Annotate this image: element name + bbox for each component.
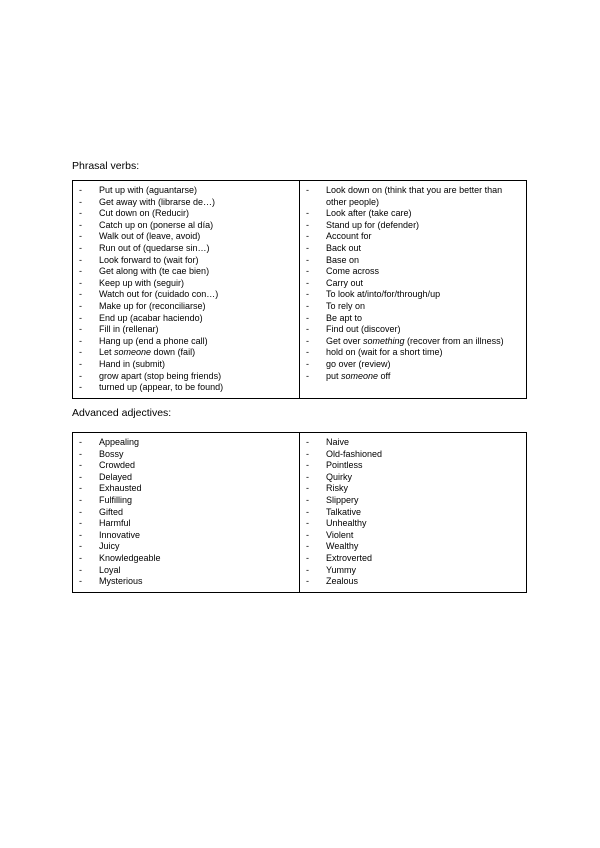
item-text: Cut down on (Reducir) bbox=[99, 208, 190, 219]
item-text: Hang up (end a phone call) bbox=[99, 335, 208, 346]
bullet-dash: - bbox=[306, 370, 309, 381]
item-text: Bossy bbox=[99, 448, 124, 459]
list-item bbox=[306, 359, 522, 371]
list-item bbox=[306, 243, 522, 255]
phrasal-verbs-heading: Phrasal verbs: bbox=[72, 160, 140, 172]
item-text: Quirky bbox=[326, 471, 353, 482]
item-text: Crowded bbox=[99, 460, 136, 471]
item-text: Watch out for (cuidado con…) bbox=[99, 289, 219, 300]
bullet-dash: - bbox=[79, 347, 82, 358]
item-text: Look forward to (wait for) bbox=[99, 254, 199, 265]
list-item bbox=[306, 301, 522, 313]
bullet-dash: - bbox=[306, 483, 309, 494]
item-text: Get along with (te cae bien) bbox=[99, 266, 210, 277]
item-text: To look at/into/for/through/up bbox=[326, 289, 441, 300]
item-text: Extroverted bbox=[326, 552, 373, 563]
item-text: Make up for (reconciliarse) bbox=[99, 300, 206, 311]
item-text: Hand in (submit) bbox=[99, 358, 166, 369]
item-text: off bbox=[378, 370, 391, 381]
bullet-dash: - bbox=[79, 518, 82, 529]
item-text: Innovative bbox=[99, 529, 141, 540]
bullet-dash: - bbox=[306, 185, 309, 195]
bullet-dash: - bbox=[79, 300, 82, 311]
item-text: Base on bbox=[326, 254, 360, 265]
item-text: Catch up on (ponerse al día) bbox=[99, 219, 214, 230]
bullet-dash: - bbox=[79, 196, 82, 207]
list-item bbox=[306, 220, 522, 232]
item-text: down (fail) bbox=[151, 347, 196, 358]
item-text: Mysterious bbox=[99, 576, 143, 587]
bullet-dash: - bbox=[79, 254, 82, 265]
item-text: Walk out of (leave, avoid) bbox=[99, 231, 201, 242]
bullet-dash: - bbox=[306, 208, 309, 219]
item-text: Delayed bbox=[99, 471, 133, 482]
bullet-dash: - bbox=[306, 529, 309, 540]
adjectives-right-list bbox=[306, 437, 522, 588]
list-item bbox=[306, 278, 522, 290]
item-text: Account for bbox=[326, 231, 372, 242]
advanced-adjectives-table bbox=[72, 432, 527, 593]
item-text: Naive bbox=[326, 437, 350, 447]
list-item bbox=[306, 518, 522, 530]
list-item bbox=[79, 301, 295, 313]
list-item bbox=[79, 197, 295, 209]
list-item bbox=[306, 336, 522, 348]
item-italic-text: someone bbox=[114, 347, 152, 358]
bullet-dash: - bbox=[306, 460, 309, 471]
list-item bbox=[79, 530, 295, 542]
list-item bbox=[79, 243, 295, 255]
item-text: Fill in (rellenar) bbox=[99, 324, 159, 335]
item-text: Stand up for (defender) bbox=[326, 219, 420, 230]
item-text: Look down on (think that you are better than other people) bbox=[326, 185, 503, 207]
bullet-dash: - bbox=[306, 324, 309, 335]
bullet-dash: - bbox=[306, 335, 309, 346]
item-text: Harmful bbox=[99, 518, 131, 529]
bullet-dash: - bbox=[306, 518, 309, 529]
list-item bbox=[306, 347, 522, 359]
phrasal-verbs-right-list bbox=[306, 185, 522, 382]
bullet-dash: - bbox=[79, 219, 82, 230]
bullet-dash: - bbox=[79, 358, 82, 369]
list-item bbox=[79, 336, 295, 348]
item-text: Gifted bbox=[99, 506, 124, 517]
list-item bbox=[306, 255, 522, 267]
phrasal-verbs-left-list bbox=[79, 185, 295, 394]
bullet-dash: - bbox=[306, 448, 309, 459]
list-item bbox=[79, 324, 295, 336]
list-item bbox=[79, 449, 295, 461]
item-text: go over (review) bbox=[326, 358, 391, 369]
bullet-dash: - bbox=[79, 448, 82, 459]
bullet-dash: - bbox=[306, 506, 309, 517]
item-text: Wealthy bbox=[326, 541, 359, 552]
list-item bbox=[79, 208, 295, 220]
list-item bbox=[79, 565, 295, 577]
list-item bbox=[79, 289, 295, 301]
list-item bbox=[306, 289, 522, 301]
bullet-dash: - bbox=[306, 471, 309, 482]
bullet-dash: - bbox=[306, 541, 309, 552]
bullet-dash: - bbox=[306, 347, 309, 358]
item-text: hold on (wait for a short time) bbox=[326, 347, 443, 358]
list-item bbox=[79, 576, 295, 588]
list-item bbox=[306, 576, 522, 588]
item-text: turned up (appear, to be found) bbox=[99, 382, 224, 393]
advanced-adjectives-heading: Advanced adjectives: bbox=[72, 407, 172, 419]
list-item bbox=[79, 437, 295, 449]
adjectives-right-column bbox=[300, 433, 527, 593]
bullet-dash: - bbox=[306, 494, 309, 505]
item-text: Pointless bbox=[326, 460, 363, 471]
list-item bbox=[306, 185, 522, 208]
bullet-dash: - bbox=[79, 231, 82, 242]
bullet-dash: - bbox=[306, 358, 309, 369]
bullet-dash: - bbox=[79, 564, 82, 575]
bullet-dash: - bbox=[79, 552, 82, 563]
list-item bbox=[306, 460, 522, 472]
bullet-dash: - bbox=[79, 494, 82, 505]
list-item bbox=[306, 495, 522, 507]
bullet-dash: - bbox=[306, 219, 309, 230]
bullet-dash: - bbox=[306, 231, 309, 242]
item-text: Put up with (aguantarse) bbox=[99, 185, 198, 195]
adjectives-left-list bbox=[79, 437, 295, 588]
item-text: Knowledgeable bbox=[99, 552, 161, 563]
list-item bbox=[79, 553, 295, 565]
bullet-dash: - bbox=[79, 506, 82, 517]
list-item bbox=[79, 185, 295, 197]
item-text: End up (acabar haciendo) bbox=[99, 312, 203, 323]
item-italic-text: someone bbox=[341, 370, 379, 381]
list-item bbox=[79, 347, 295, 359]
list-item bbox=[306, 530, 522, 542]
item-text: Violent bbox=[326, 529, 354, 540]
bullet-dash: - bbox=[79, 266, 82, 277]
bullet-dash: - bbox=[79, 242, 82, 253]
item-text: Be apt to bbox=[326, 312, 363, 323]
bullet-dash: - bbox=[306, 266, 309, 277]
bullet-dash: - bbox=[306, 277, 309, 288]
list-item bbox=[306, 231, 522, 243]
bullet-dash: - bbox=[79, 471, 82, 482]
list-item bbox=[306, 472, 522, 484]
item-text: Talkative bbox=[326, 506, 362, 517]
list-item bbox=[79, 313, 295, 325]
list-item bbox=[306, 507, 522, 519]
item-text: Look after (take care) bbox=[326, 208, 412, 219]
bullet-dash: - bbox=[79, 483, 82, 494]
bullet-dash: - bbox=[79, 541, 82, 552]
list-item bbox=[79, 460, 295, 472]
item-text: Unhealthy bbox=[326, 518, 367, 529]
item-text: Juicy bbox=[99, 541, 120, 552]
list-item bbox=[79, 472, 295, 484]
list-item bbox=[306, 313, 522, 325]
list-item bbox=[79, 518, 295, 530]
item-text: Find out (discover) bbox=[326, 324, 401, 335]
item-text: grow apart (stop being friends) bbox=[99, 370, 222, 381]
bullet-dash: - bbox=[306, 437, 309, 447]
item-text: Carry out bbox=[326, 277, 364, 288]
list-item bbox=[79, 220, 295, 232]
list-item bbox=[306, 553, 522, 565]
bullet-dash: - bbox=[79, 382, 82, 393]
list-item bbox=[79, 541, 295, 553]
bullet-dash: - bbox=[79, 576, 82, 587]
item-text: Exhausted bbox=[99, 483, 142, 494]
bullet-dash: - bbox=[306, 242, 309, 253]
list-item bbox=[306, 324, 522, 336]
list-item bbox=[79, 507, 295, 519]
bullet-dash: - bbox=[306, 300, 309, 311]
bullet-dash: - bbox=[306, 564, 309, 575]
item-text: Loyal bbox=[99, 564, 121, 575]
list-item bbox=[79, 483, 295, 495]
bullet-dash: - bbox=[306, 552, 309, 563]
bullet-dash: - bbox=[79, 437, 82, 447]
bullet-dash: - bbox=[79, 460, 82, 471]
adjectives-left-column bbox=[73, 433, 300, 593]
item-text: Zealous bbox=[326, 576, 359, 587]
list-item bbox=[306, 208, 522, 220]
item-text: Slippery bbox=[326, 494, 359, 505]
phrasal-verbs-left-column bbox=[73, 181, 300, 399]
item-text: Yummy bbox=[326, 564, 357, 575]
item-text: Back out bbox=[326, 242, 362, 253]
item-text: Keep up with (seguir) bbox=[99, 277, 185, 288]
list-item bbox=[306, 541, 522, 553]
item-text: Let bbox=[99, 347, 115, 358]
list-item bbox=[306, 437, 522, 449]
bullet-dash: - bbox=[306, 312, 309, 323]
item-italic-text: something bbox=[363, 335, 405, 346]
bullet-dash: - bbox=[79, 277, 82, 288]
bullet-dash: - bbox=[79, 185, 82, 195]
phrasal-verbs-right-column bbox=[300, 181, 527, 399]
item-text: Get away with (librarse de…) bbox=[99, 196, 216, 207]
item-text: To rely on bbox=[326, 300, 366, 311]
list-item bbox=[306, 449, 522, 461]
item-text: Risky bbox=[326, 483, 348, 494]
bullet-dash: - bbox=[306, 254, 309, 265]
bullet-dash: - bbox=[79, 370, 82, 381]
list-item bbox=[79, 266, 295, 278]
bullet-dash: - bbox=[79, 529, 82, 540]
bullet-dash: - bbox=[306, 576, 309, 587]
item-text: Come across bbox=[326, 266, 380, 277]
bullet-dash: - bbox=[79, 324, 82, 335]
item-text: Get over bbox=[326, 335, 364, 346]
list-item bbox=[79, 359, 295, 371]
list-item bbox=[79, 255, 295, 267]
bullet-dash: - bbox=[306, 289, 309, 300]
bullet-dash: - bbox=[79, 289, 82, 300]
bullet-dash: - bbox=[79, 208, 82, 219]
item-text: Old-fashioned bbox=[326, 448, 383, 459]
bullet-dash: - bbox=[79, 335, 82, 346]
item-text: (recover from an illness) bbox=[404, 335, 504, 346]
list-item bbox=[79, 371, 295, 383]
list-item bbox=[306, 565, 522, 577]
phrasal-verbs-table bbox=[72, 180, 527, 399]
list-item bbox=[306, 371, 522, 383]
bullet-dash: - bbox=[79, 312, 82, 323]
list-item bbox=[79, 382, 295, 394]
item-text: Run out of (quedarse sin…) bbox=[99, 242, 210, 253]
item-text: Fulfilling bbox=[99, 494, 133, 505]
list-item bbox=[79, 278, 295, 290]
list-item bbox=[306, 266, 522, 278]
list-item bbox=[79, 495, 295, 507]
list-item bbox=[79, 231, 295, 243]
item-text: put bbox=[326, 370, 342, 381]
list-item bbox=[306, 483, 522, 495]
item-text: Appealing bbox=[99, 437, 140, 447]
